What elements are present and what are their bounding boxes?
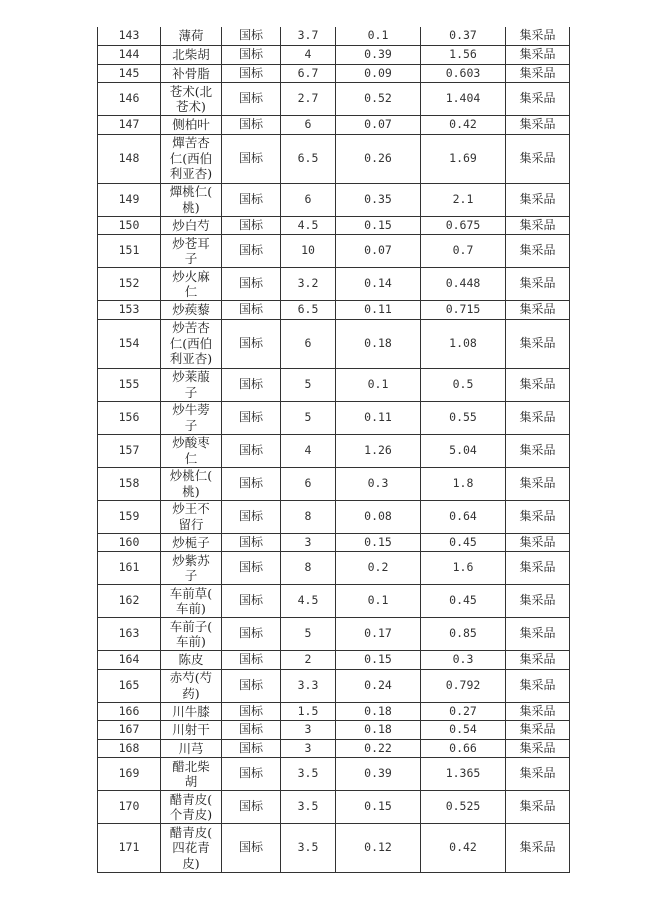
table-row — [98, 401, 570, 434]
value-c-cell: 0.55 — [421, 401, 506, 434]
herb-name-cell: 车前草( 车前) — [161, 585, 222, 618]
table-row — [98, 319, 570, 368]
value-c-cell: 0.525 — [421, 791, 506, 824]
value-a-cell: 3.5 — [281, 758, 336, 791]
value-c-cell: 0.37 — [421, 27, 506, 46]
category-cell: 集采品 — [506, 702, 570, 721]
standard-cell: 国标 — [222, 401, 281, 434]
herb-name-cell: 苍术(北 苍术) — [161, 83, 222, 116]
table-row — [98, 183, 570, 216]
herb-name-cell: 侧柏叶 — [161, 116, 222, 135]
value-a-cell: 6 — [281, 319, 336, 368]
standard-cell: 国标 — [222, 368, 281, 401]
value-c-cell: 0.675 — [421, 216, 506, 235]
herb-name-cell: 炒蒺藜 — [161, 301, 222, 320]
row-number-cell: 168 — [98, 739, 161, 758]
standard-cell: 国标 — [222, 235, 281, 268]
value-a-cell: 5 — [281, 401, 336, 434]
value-b-cell: 0.26 — [336, 134, 421, 183]
standard-cell: 国标 — [222, 46, 281, 65]
table-row — [98, 46, 570, 65]
value-c-cell: 1.56 — [421, 46, 506, 65]
value-b-cell: 0.35 — [336, 183, 421, 216]
standard-cell: 国标 — [222, 533, 281, 552]
value-a-cell: 5 — [281, 368, 336, 401]
table-row — [98, 467, 570, 500]
value-c-cell: 1.08 — [421, 319, 506, 368]
row-number-cell: 165 — [98, 669, 161, 702]
table-row — [98, 824, 570, 873]
row-number-cell: 144 — [98, 46, 161, 65]
value-b-cell: 0.1 — [336, 368, 421, 401]
category-cell: 集采品 — [506, 116, 570, 135]
table-row — [98, 434, 570, 467]
value-c-cell: 0.45 — [421, 585, 506, 618]
category-cell: 集采品 — [506, 758, 570, 791]
herb-name-cell: 车前子( 车前) — [161, 618, 222, 651]
herb-name-cell: 醋青皮( 四花青 皮) — [161, 824, 222, 873]
row-number-cell: 156 — [98, 401, 161, 434]
standard-cell: 国标 — [222, 739, 281, 758]
herb-name-cell: 陈皮 — [161, 651, 222, 670]
herb-price-table — [97, 27, 570, 873]
category-cell: 集采品 — [506, 301, 570, 320]
herb-name-cell: 炒桃仁( 桃) — [161, 467, 222, 500]
table-row — [98, 739, 570, 758]
standard-cell: 国标 — [222, 116, 281, 135]
value-b-cell: 0.15 — [336, 791, 421, 824]
value-a-cell: 6 — [281, 467, 336, 500]
table-row — [98, 368, 570, 401]
table-row — [98, 669, 570, 702]
table-row — [98, 758, 570, 791]
value-a-cell: 2.7 — [281, 83, 336, 116]
table-row — [98, 721, 570, 740]
value-b-cell: 0.22 — [336, 739, 421, 758]
standard-cell: 国标 — [222, 758, 281, 791]
row-number-cell: 163 — [98, 618, 161, 651]
standard-cell: 国标 — [222, 721, 281, 740]
value-c-cell: 2.1 — [421, 183, 506, 216]
herb-name-cell: 炒苍耳 子 — [161, 235, 222, 268]
value-b-cell: 0.17 — [336, 618, 421, 651]
category-cell: 集采品 — [506, 83, 570, 116]
category-cell: 集采品 — [506, 669, 570, 702]
herb-name-cell: 燀桃仁( 桃) — [161, 183, 222, 216]
value-c-cell: 0.603 — [421, 64, 506, 83]
standard-cell: 国标 — [222, 183, 281, 216]
value-c-cell: 0.42 — [421, 824, 506, 873]
standard-cell: 国标 — [222, 134, 281, 183]
table-row — [98, 702, 570, 721]
herb-name-cell: 川射干 — [161, 721, 222, 740]
standard-cell: 国标 — [222, 824, 281, 873]
value-a-cell: 4 — [281, 434, 336, 467]
row-number-cell: 151 — [98, 235, 161, 268]
row-number-cell: 170 — [98, 791, 161, 824]
value-c-cell: 0.54 — [421, 721, 506, 740]
value-a-cell: 3.5 — [281, 824, 336, 873]
row-number-cell: 145 — [98, 64, 161, 83]
row-number-cell: 148 — [98, 134, 161, 183]
value-a-cell: 3.5 — [281, 791, 336, 824]
table-row — [98, 500, 570, 533]
category-cell: 集采品 — [506, 552, 570, 585]
standard-cell: 国标 — [222, 552, 281, 585]
table-row — [98, 27, 570, 46]
standard-cell: 国标 — [222, 702, 281, 721]
table-row — [98, 618, 570, 651]
category-cell: 集采品 — [506, 721, 570, 740]
value-c-cell: 0.448 — [421, 268, 506, 301]
value-b-cell: 0.18 — [336, 721, 421, 740]
standard-cell: 国标 — [222, 467, 281, 500]
value-a-cell: 3 — [281, 533, 336, 552]
value-a-cell: 3.3 — [281, 669, 336, 702]
value-b-cell: 0.2 — [336, 552, 421, 585]
value-a-cell: 3 — [281, 739, 336, 758]
value-c-cell: 1.404 — [421, 83, 506, 116]
herb-name-cell: 炒紫苏 子 — [161, 552, 222, 585]
value-b-cell: 0.15 — [336, 216, 421, 235]
value-b-cell: 0.18 — [336, 319, 421, 368]
value-b-cell: 0.07 — [336, 235, 421, 268]
category-cell: 集采品 — [506, 585, 570, 618]
value-c-cell: 0.5 — [421, 368, 506, 401]
table-row — [98, 83, 570, 116]
row-number-cell: 149 — [98, 183, 161, 216]
herb-name-cell: 醋北柴 胡 — [161, 758, 222, 791]
row-number-cell: 166 — [98, 702, 161, 721]
row-number-cell: 169 — [98, 758, 161, 791]
standard-cell: 国标 — [222, 268, 281, 301]
value-c-cell: 0.7 — [421, 235, 506, 268]
row-number-cell: 153 — [98, 301, 161, 320]
category-cell: 集采品 — [506, 368, 570, 401]
standard-cell: 国标 — [222, 669, 281, 702]
value-a-cell: 5 — [281, 618, 336, 651]
value-c-cell: 1.69 — [421, 134, 506, 183]
value-b-cell: 0.24 — [336, 669, 421, 702]
category-cell: 集采品 — [506, 27, 570, 46]
value-a-cell: 6.5 — [281, 134, 336, 183]
standard-cell: 国标 — [222, 216, 281, 235]
category-cell: 集采品 — [506, 824, 570, 873]
category-cell: 集采品 — [506, 434, 570, 467]
category-cell: 集采品 — [506, 46, 570, 65]
value-b-cell: 0.18 — [336, 702, 421, 721]
category-cell: 集采品 — [506, 319, 570, 368]
value-a-cell: 3.7 — [281, 27, 336, 46]
herb-name-cell: 醋青皮( 个青皮) — [161, 791, 222, 824]
herb-name-cell: 川芎 — [161, 739, 222, 758]
value-c-cell: 5.04 — [421, 434, 506, 467]
value-b-cell: 0.3 — [336, 467, 421, 500]
standard-cell: 国标 — [222, 301, 281, 320]
table-row — [98, 268, 570, 301]
category-cell: 集采品 — [506, 216, 570, 235]
standard-cell: 国标 — [222, 434, 281, 467]
category-cell: 集采品 — [506, 533, 570, 552]
table-row — [98, 301, 570, 320]
standard-cell: 国标 — [222, 585, 281, 618]
value-a-cell: 4.5 — [281, 585, 336, 618]
value-a-cell: 10 — [281, 235, 336, 268]
standard-cell: 国标 — [222, 27, 281, 46]
table-row — [98, 651, 570, 670]
value-b-cell: 0.15 — [336, 533, 421, 552]
value-a-cell: 3 — [281, 721, 336, 740]
row-number-cell: 159 — [98, 500, 161, 533]
row-number-cell: 158 — [98, 467, 161, 500]
row-number-cell: 147 — [98, 116, 161, 135]
herb-name-cell: 炒苦杏 仁(西伯 利亚杏) — [161, 319, 222, 368]
standard-cell: 国标 — [222, 791, 281, 824]
category-cell: 集采品 — [506, 235, 570, 268]
category-cell: 集采品 — [506, 618, 570, 651]
value-c-cell: 0.66 — [421, 739, 506, 758]
table-row — [98, 134, 570, 183]
row-number-cell: 167 — [98, 721, 161, 740]
value-a-cell: 8 — [281, 500, 336, 533]
value-c-cell: 0.792 — [421, 669, 506, 702]
category-cell: 集采品 — [506, 500, 570, 533]
category-cell: 集采品 — [506, 268, 570, 301]
row-number-cell: 171 — [98, 824, 161, 873]
category-cell: 集采品 — [506, 134, 570, 183]
row-number-cell: 164 — [98, 651, 161, 670]
value-c-cell: 0.45 — [421, 533, 506, 552]
standard-cell: 国标 — [222, 319, 281, 368]
value-a-cell: 6.5 — [281, 301, 336, 320]
category-cell: 集采品 — [506, 467, 570, 500]
category-cell: 集采品 — [506, 183, 570, 216]
value-b-cell: 0.12 — [336, 824, 421, 873]
value-b-cell: 1.26 — [336, 434, 421, 467]
value-c-cell: 0.42 — [421, 116, 506, 135]
table-row — [98, 533, 570, 552]
herb-name-cell: 炒火麻 仁 — [161, 268, 222, 301]
row-number-cell: 146 — [98, 83, 161, 116]
row-number-cell: 152 — [98, 268, 161, 301]
value-c-cell: 1.8 — [421, 467, 506, 500]
standard-cell: 国标 — [222, 651, 281, 670]
herb-name-cell: 炒牛蒡 子 — [161, 401, 222, 434]
herb-name-cell: 燀苦杏 仁(西伯 利亚杏) — [161, 134, 222, 183]
herb-name-cell: 炒栀子 — [161, 533, 222, 552]
row-number-cell: 150 — [98, 216, 161, 235]
herb-name-cell: 炒酸枣 仁 — [161, 434, 222, 467]
herb-name-cell: 炒莱菔 子 — [161, 368, 222, 401]
standard-cell: 国标 — [222, 83, 281, 116]
herb-name-cell: 炒王不 留行 — [161, 500, 222, 533]
category-cell: 集采品 — [506, 64, 570, 83]
value-c-cell: 1.6 — [421, 552, 506, 585]
category-cell: 集采品 — [506, 791, 570, 824]
value-b-cell: 0.15 — [336, 651, 421, 670]
value-b-cell: 0.1 — [336, 27, 421, 46]
value-b-cell: 0.39 — [336, 758, 421, 791]
table-row — [98, 585, 570, 618]
herb-name-cell: 赤芍(芍 药) — [161, 669, 222, 702]
value-b-cell: 0.08 — [336, 500, 421, 533]
value-c-cell: 0.85 — [421, 618, 506, 651]
value-b-cell: 0.14 — [336, 268, 421, 301]
value-b-cell: 0.11 — [336, 401, 421, 434]
herb-name-cell: 北柴胡 — [161, 46, 222, 65]
value-a-cell: 1.5 — [281, 702, 336, 721]
value-c-cell: 0.715 — [421, 301, 506, 320]
herb-name-cell: 补骨脂 — [161, 64, 222, 83]
table-row — [98, 116, 570, 135]
table-row — [98, 791, 570, 824]
value-a-cell: 4.5 — [281, 216, 336, 235]
value-a-cell: 8 — [281, 552, 336, 585]
value-b-cell: 0.07 — [336, 116, 421, 135]
row-number-cell: 155 — [98, 368, 161, 401]
value-b-cell: 0.39 — [336, 46, 421, 65]
standard-cell: 国标 — [222, 64, 281, 83]
category-cell: 集采品 — [506, 739, 570, 758]
row-number-cell: 162 — [98, 585, 161, 618]
row-number-cell: 160 — [98, 533, 161, 552]
value-a-cell: 3.2 — [281, 268, 336, 301]
standard-cell: 国标 — [222, 500, 281, 533]
standard-cell: 国标 — [222, 618, 281, 651]
value-a-cell: 6 — [281, 183, 336, 216]
table-row — [98, 235, 570, 268]
row-number-cell: 161 — [98, 552, 161, 585]
value-a-cell: 2 — [281, 651, 336, 670]
herb-name-cell: 薄荷 — [161, 27, 222, 46]
herb-name-cell: 炒白芍 — [161, 216, 222, 235]
table-row — [98, 64, 570, 83]
row-number-cell: 154 — [98, 319, 161, 368]
value-b-cell: 0.09 — [336, 64, 421, 83]
value-b-cell: 0.52 — [336, 83, 421, 116]
value-b-cell: 0.1 — [336, 585, 421, 618]
herb-name-cell: 川牛膝 — [161, 702, 222, 721]
value-c-cell: 0.64 — [421, 500, 506, 533]
category-cell: 集采品 — [506, 401, 570, 434]
value-c-cell: 0.27 — [421, 702, 506, 721]
value-a-cell: 6.7 — [281, 64, 336, 83]
value-a-cell: 4 — [281, 46, 336, 65]
table-row — [98, 552, 570, 585]
row-number-cell: 143 — [98, 27, 161, 46]
value-c-cell: 0.3 — [421, 651, 506, 670]
value-b-cell: 0.11 — [336, 301, 421, 320]
value-a-cell: 6 — [281, 116, 336, 135]
row-number-cell: 157 — [98, 434, 161, 467]
table-row — [98, 216, 570, 235]
value-c-cell: 1.365 — [421, 758, 506, 791]
category-cell: 集采品 — [506, 651, 570, 670]
